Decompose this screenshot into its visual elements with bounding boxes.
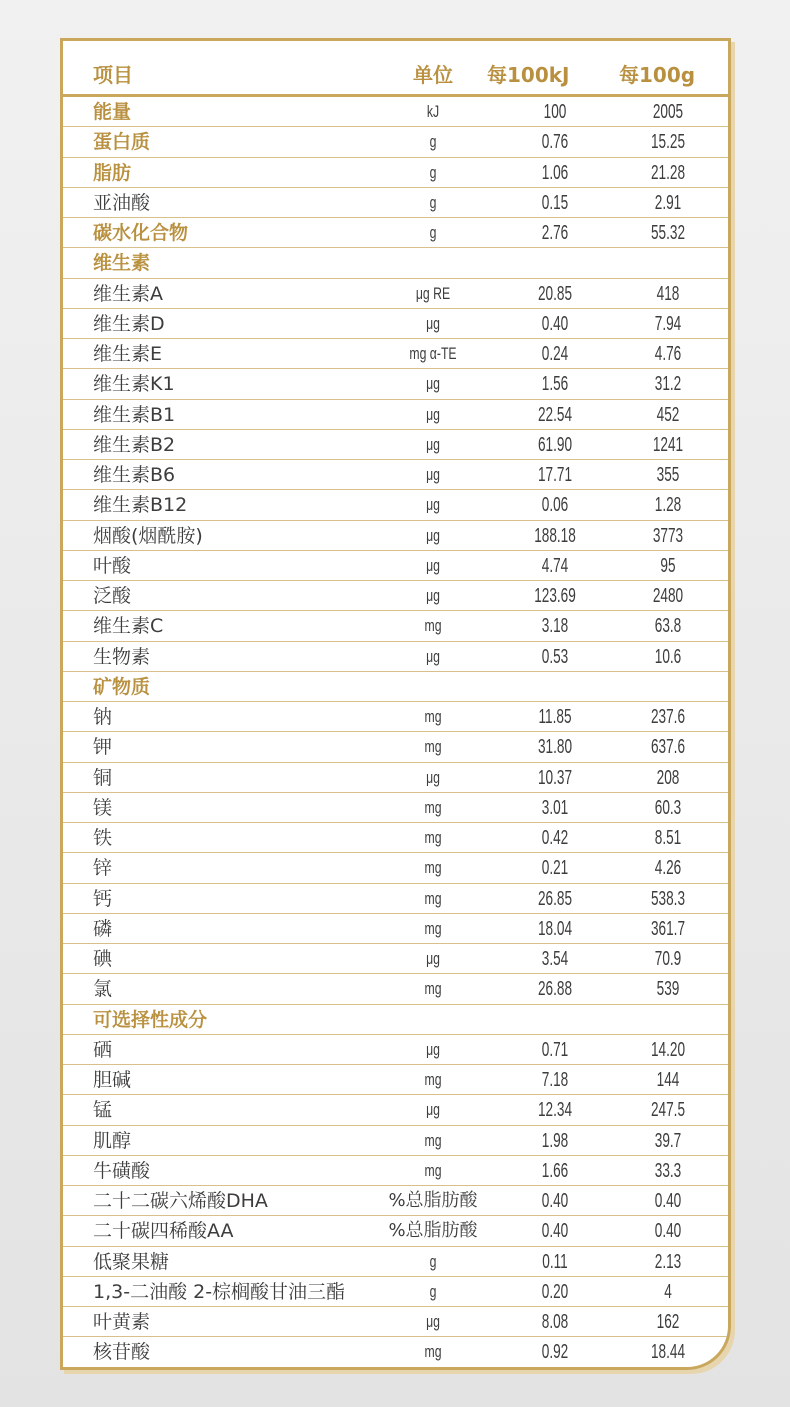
- value-per-100kj: 0.71: [541, 1038, 569, 1061]
- value-per-100kj: 188.18: [534, 524, 576, 547]
- value-per-100kj: 0.20: [541, 1280, 569, 1303]
- table-row: [63, 763, 728, 793]
- value-per-100g: 8.51: [654, 827, 682, 849]
- nutrient-unit: mg: [424, 737, 442, 757]
- nutrient-unit: μg: [426, 646, 440, 666]
- value-per-100g: 18.44: [650, 1341, 686, 1364]
- nutrient-unit: μg: [426, 949, 440, 968]
- value-per-100g: 418: [656, 282, 680, 305]
- value-per-100kj: 1.06: [541, 161, 569, 184]
- nutrient-unit: μg: [426, 767, 440, 787]
- value-per-100g: 539: [656, 978, 680, 1001]
- table-body: [63, 97, 728, 1368]
- nutrient-name: 核苷酸: [93, 1341, 151, 1364]
- value-per-100g: 2005: [652, 101, 684, 123]
- value-per-100kj: 0.15: [541, 191, 569, 214]
- value-per-100kj: 1.98: [541, 1129, 569, 1152]
- value-per-100g: 355: [656, 464, 680, 486]
- nutrient-unit: mg: [424, 616, 442, 636]
- value-per-100g: 14.20: [650, 1038, 686, 1061]
- value-per-100g: 7.94: [654, 312, 682, 335]
- nutrient-name: 维生素: [93, 252, 151, 275]
- nutrient-name: 钙: [93, 887, 113, 910]
- table-row: [63, 188, 728, 218]
- value-per-100kj: 0.92: [541, 1341, 569, 1364]
- nutrient-unit: g: [429, 1251, 437, 1271]
- table-row: [63, 1095, 728, 1125]
- value-per-100g: 162: [656, 1311, 680, 1333]
- nutrient-unit: μg: [426, 374, 440, 394]
- value-per-100kj: 31.80: [537, 736, 573, 759]
- value-per-100g: 637.6: [650, 736, 686, 759]
- table-row: [63, 884, 728, 914]
- header-per-100kj: 每100kJ: [487, 63, 570, 87]
- nutrient-unit: mg: [424, 1160, 442, 1180]
- table-row: [63, 853, 728, 883]
- value-per-100g: 1241: [652, 433, 684, 456]
- nutrient-unit: μg: [426, 555, 440, 575]
- nutrient-unit: μg: [426, 313, 440, 333]
- table-row: [63, 521, 728, 551]
- table-row: [63, 914, 728, 944]
- nutrient-name: 铁: [93, 827, 113, 849]
- table-row: [63, 1277, 728, 1307]
- value-per-100kj: 0.06: [541, 494, 569, 517]
- value-per-100g: 60.3: [654, 796, 682, 819]
- table-row: [63, 823, 728, 853]
- table-row: [63, 1247, 728, 1277]
- table-row: [63, 551, 728, 581]
- table-row: [63, 1216, 728, 1246]
- nutrient-name: 维生素B1: [93, 403, 176, 426]
- value-per-100kj: 0.40: [541, 1220, 569, 1243]
- nutrient-name: 蛋白质: [93, 131, 151, 154]
- value-per-100kj: 0.40: [541, 312, 569, 335]
- value-per-100kj: 20.85: [537, 282, 573, 305]
- nutrient-unit: kJ: [426, 102, 440, 121]
- table-header: [63, 41, 728, 97]
- value-per-100g: 31.2: [654, 373, 682, 396]
- nutrient-name: 维生素B2: [93, 433, 176, 456]
- table-row: [63, 1186, 728, 1216]
- value-per-100kj: 10.37: [537, 766, 573, 789]
- nutrient-name: 脂肪: [93, 161, 132, 184]
- value-per-100g: 144: [656, 1069, 680, 1091]
- value-per-100g: 63.8: [654, 615, 682, 638]
- value-per-100g: 2.13: [654, 1250, 682, 1273]
- nutrient-unit: mg: [424, 979, 442, 999]
- value-per-100kj: 0.11: [542, 1250, 568, 1273]
- nutrient-name: 肌醇: [93, 1129, 132, 1152]
- table-row: [63, 218, 728, 248]
- value-per-100g: 4.76: [654, 343, 682, 365]
- value-per-100kj: 11.85: [538, 706, 572, 728]
- table-row: [63, 97, 728, 127]
- nutrient-unit: mg: [424, 858, 442, 878]
- table-row: [63, 732, 728, 762]
- nutrient-name: 维生素B6: [93, 464, 176, 486]
- nutrient-name: 维生素B12: [93, 494, 188, 517]
- nutrient-unit: μg: [426, 495, 440, 515]
- nutrient-name: 维生素K1: [93, 373, 175, 396]
- value-per-100g: 95: [660, 554, 676, 577]
- nutrient-name: 维生素A: [93, 282, 163, 305]
- nutrient-unit: g: [429, 223, 437, 242]
- nutrient-unit: μg: [426, 1039, 440, 1059]
- nutrient-name: 锰: [93, 1099, 113, 1122]
- nutrient-name: 可选择性成分: [93, 1008, 208, 1031]
- table-row: [63, 460, 728, 490]
- value-per-100g: 0.40: [654, 1220, 682, 1243]
- table-row: [63, 581, 728, 611]
- nutrient-unit: μg: [426, 525, 440, 545]
- nutrient-name: 维生素D: [93, 312, 165, 335]
- value-per-100kj: 22.54: [537, 403, 573, 426]
- nutrient-unit: μg: [426, 434, 440, 454]
- value-per-100kj: 100: [543, 101, 567, 123]
- value-per-100g: 21.28: [650, 161, 686, 184]
- nutrient-unit: μg: [426, 1100, 440, 1120]
- header-per-100g: 每100g: [619, 63, 696, 87]
- nutrient-unit: g: [429, 162, 437, 182]
- nutrient-name: 二十碳四稀酸AA: [93, 1220, 234, 1243]
- nutrient-unit: g: [429, 132, 437, 152]
- nutrient-unit: mg α-TE: [409, 344, 457, 363]
- value-per-100kj: 3.18: [541, 615, 569, 638]
- value-per-100kj: 26.85: [537, 887, 573, 910]
- nutrient-name: 1,3-二油酸 2-棕榈酸甘油三酯: [93, 1280, 346, 1303]
- nutrition-table: [60, 38, 731, 1370]
- nutrient-name: 碘: [93, 948, 113, 970]
- value-per-100kj: 17.71: [537, 464, 573, 486]
- nutrient-unit: μg: [426, 465, 440, 484]
- value-per-100g: 55.32: [650, 222, 686, 244]
- value-per-100kj: 12.34: [537, 1099, 573, 1122]
- table-row: [63, 279, 728, 309]
- value-per-100g: 2.91: [654, 191, 682, 214]
- table-row: [63, 1156, 728, 1186]
- nutrient-name: 钾: [93, 736, 113, 759]
- value-per-100kj: 3.01: [541, 796, 569, 819]
- value-per-100g: 247.5: [650, 1099, 686, 1122]
- table-row: [63, 1035, 728, 1065]
- nutrient-unit: mg: [424, 707, 442, 726]
- nutrient-name: 锌: [93, 857, 113, 880]
- nutrient-name: 烟酸(烟酰胺): [93, 524, 203, 547]
- value-per-100kj: 26.88: [537, 978, 573, 1001]
- nutrient-unit: mg: [424, 797, 442, 817]
- value-per-100kj: 8.08: [541, 1311, 569, 1333]
- nutrient-name: 碳水化合物: [93, 222, 189, 244]
- table-row: [63, 974, 728, 1004]
- nutrient-name: 磷: [93, 917, 113, 940]
- nutrient-name: 镁: [93, 796, 113, 819]
- value-per-100kj: 2.76: [541, 222, 569, 244]
- table-row: [63, 1307, 728, 1337]
- value-per-100kj: 0.40: [541, 1190, 569, 1212]
- table-row: [63, 127, 728, 157]
- nutrient-unit: mg: [424, 888, 442, 908]
- nutrient-unit: μg: [426, 586, 440, 605]
- value-per-100kj: 0.76: [541, 131, 569, 154]
- nutrient-name: 氯: [93, 978, 113, 1001]
- nutrient-unit: mg: [424, 918, 442, 938]
- value-per-100g: 2480: [652, 585, 684, 607]
- table-row: [63, 1337, 728, 1367]
- value-per-100g: 1.28: [654, 494, 682, 517]
- value-per-100kj: 123.69: [534, 585, 576, 607]
- nutrient-unit: mg: [424, 1342, 442, 1362]
- nutrient-name: 维生素E: [93, 343, 163, 365]
- nutrient-unit: %总脂肪酸: [388, 1190, 478, 1211]
- nutrient-name: 二十二碳六烯酸DHA: [93, 1190, 268, 1212]
- nutrient-name: 泛酸: [93, 585, 132, 607]
- nutrient-name: 叶黄素: [93, 1311, 151, 1333]
- value-per-100kj: 1.66: [541, 1159, 569, 1182]
- nutrient-name: 矿物质: [93, 675, 151, 698]
- value-per-100kj: 0.42: [541, 827, 569, 849]
- nutrient-name: 钠: [93, 706, 113, 728]
- header-item: 项目: [93, 63, 133, 87]
- value-per-100g: 208: [656, 766, 680, 789]
- value-per-100kj: 1.56: [541, 373, 569, 396]
- value-per-100g: 15.25: [650, 131, 686, 154]
- table-row: [63, 369, 728, 399]
- value-per-100g: 237.6: [650, 706, 686, 728]
- value-per-100g: 70.9: [654, 948, 682, 970]
- nutrient-name: 能量: [93, 101, 132, 123]
- nutrient-unit: mg: [424, 1130, 442, 1150]
- nutrient-unit: μg: [426, 1312, 440, 1331]
- value-per-100kj: 3.54: [541, 948, 569, 970]
- table-row: [63, 944, 728, 974]
- value-per-100g: 0.40: [654, 1190, 682, 1212]
- section-row: [63, 248, 728, 278]
- value-per-100kj: 61.90: [537, 433, 573, 456]
- nutrient-name: 叶酸: [93, 554, 132, 577]
- value-per-100g: 4.26: [654, 857, 682, 880]
- nutrient-name: 低聚果糖: [93, 1250, 170, 1273]
- table-row: [63, 793, 728, 823]
- table-row: [63, 1065, 728, 1095]
- table-row: [63, 400, 728, 430]
- nutrient-unit: g: [429, 1281, 437, 1301]
- nutrient-name: 维生素C: [93, 615, 164, 638]
- value-per-100kj: 0.24: [541, 343, 569, 365]
- nutrient-unit: μg: [426, 404, 440, 424]
- value-per-100g: 3773: [652, 524, 684, 547]
- table-row: [63, 611, 728, 641]
- value-per-100g: 10.6: [654, 645, 682, 668]
- header-unit: 单位: [413, 63, 453, 87]
- nutrient-unit: mg: [424, 1070, 442, 1089]
- value-per-100g: 4: [664, 1280, 672, 1303]
- value-per-100kj: 7.18: [541, 1069, 569, 1091]
- nutrient-name: 生物素: [93, 645, 151, 668]
- value-per-100kj: 4.74: [541, 554, 569, 577]
- table-row: [63, 309, 728, 339]
- nutrient-unit: μg RE: [415, 283, 451, 303]
- nutrient-name: 亚油酸: [93, 191, 151, 214]
- nutrient-name: 胆碱: [93, 1069, 132, 1091]
- nutrient-unit: %总脂肪酸: [388, 1220, 478, 1242]
- section-row: [63, 1005, 728, 1035]
- value-per-100kj: 0.53: [541, 645, 569, 668]
- nutrient-name: 铜: [93, 766, 113, 789]
- nutrient-name: 硒: [93, 1038, 113, 1061]
- nutrient-unit: g: [429, 192, 437, 212]
- table-row: [63, 430, 728, 460]
- table-row: [63, 1126, 728, 1156]
- value-per-100kj: 0.21: [541, 857, 569, 880]
- value-per-100kj: 18.04: [537, 917, 573, 940]
- table-row: [63, 158, 728, 188]
- value-per-100g: 452: [656, 403, 680, 426]
- value-per-100g: 361.7: [650, 917, 686, 940]
- value-per-100g: 39.7: [654, 1129, 682, 1152]
- value-per-100g: 33.3: [654, 1159, 682, 1182]
- nutrient-unit: mg: [424, 828, 442, 847]
- table-row: [63, 642, 728, 672]
- nutrient-name: 牛磺酸: [93, 1159, 151, 1182]
- table-row: [63, 702, 728, 732]
- table-row: [63, 339, 728, 369]
- section-row: [63, 672, 728, 702]
- value-per-100g: 538.3: [650, 887, 686, 910]
- table-row: [63, 490, 728, 520]
